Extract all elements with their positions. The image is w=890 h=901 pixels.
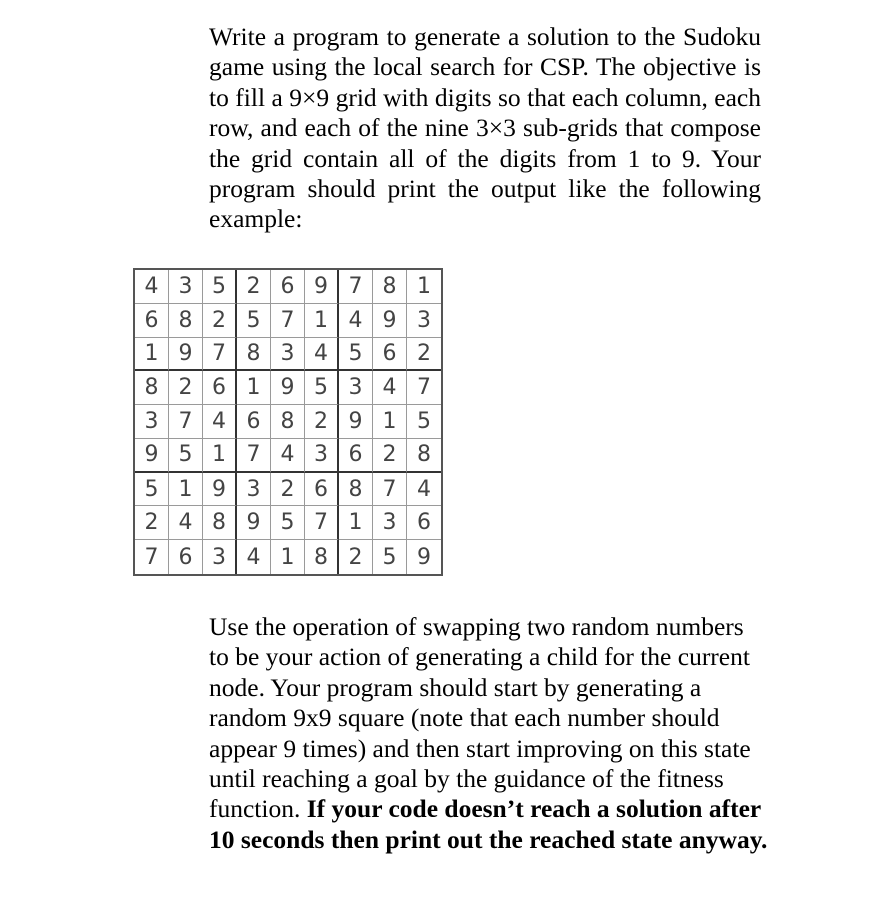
sudoku-cell: 8	[407, 439, 441, 473]
sudoku-cell: 9	[169, 338, 203, 372]
sudoku-cell: 2	[407, 338, 441, 372]
sudoku-cell: 4	[169, 506, 203, 540]
sudoku-cell: 6	[339, 439, 373, 473]
sudoku-cell: 4	[373, 371, 407, 405]
sudoku-cell: 7	[135, 540, 169, 574]
sudoku-cell: 5	[407, 405, 441, 439]
sudoku-cell: 7	[271, 304, 305, 338]
sudoku-cell: 8	[305, 540, 339, 574]
sudoku-cell: 3	[203, 540, 237, 574]
sudoku-cell: 5	[373, 540, 407, 574]
sudoku-cell: 5	[237, 304, 271, 338]
sudoku-cell: 7	[237, 439, 271, 473]
sudoku-cell: 9	[339, 405, 373, 439]
sudoku-cell: 3	[135, 405, 169, 439]
sudoku-cell: 5	[135, 473, 169, 507]
instructions-paragraph	[209, 612, 769, 855]
sudoku-cell: 1	[339, 506, 373, 540]
sudoku-cell: 7	[339, 270, 373, 304]
sudoku-cell: 6	[305, 473, 339, 507]
problem-statement: Write a program to generate a solution to the Sudoku game using the local search for CSP. The objective is to fill a 9×9 grid with digits so that each column, each row, and each of the nine 3×3 sub-grids that compose the grid contain all of the digits from 1 to 9. Your program should print the output like the following example:	[209, 22, 761, 234]
sudoku-cell: 6	[203, 371, 237, 405]
sudoku-cell: 1	[271, 540, 305, 574]
sudoku-cell: 2	[203, 304, 237, 338]
sudoku-cell: 1	[203, 439, 237, 473]
sudoku-cell: 2	[373, 439, 407, 473]
sudoku-cell: 7	[203, 338, 237, 372]
sudoku-example-grid	[133, 268, 443, 576]
sudoku-cell: 6	[169, 540, 203, 574]
sudoku-cell: 4	[305, 338, 339, 372]
sudoku-cell: 1	[237, 371, 271, 405]
sudoku-cell: 9	[271, 371, 305, 405]
sudoku-cell: 6	[135, 304, 169, 338]
sudoku-cell: 3	[237, 473, 271, 507]
sudoku-cell: 6	[271, 270, 305, 304]
sudoku-cell: 5	[305, 371, 339, 405]
sudoku-cell: 1	[305, 304, 339, 338]
sudoku-cell: 8	[169, 304, 203, 338]
sudoku-cell: 1	[135, 338, 169, 372]
sudoku-cell: 4	[339, 304, 373, 338]
sudoku-cell: 8	[271, 405, 305, 439]
sudoku-cell: 1	[407, 270, 441, 304]
sudoku-cell: 1	[169, 473, 203, 507]
instructions-bold-note: If your code doesn’t reach a solution after 10 seconds then print out the reached state anyway.	[209, 794, 768, 854]
sudoku-cell: 9	[417, 544, 431, 570]
sudoku-cell: 8	[237, 338, 271, 372]
sudoku-cell: 5	[169, 439, 203, 473]
sudoku-cell: 7	[407, 371, 441, 405]
sudoku-cell: 3	[407, 304, 441, 338]
sudoku-cell: 3	[339, 371, 373, 405]
sudoku-cell: 3	[271, 338, 305, 372]
sudoku-cell: 8	[203, 506, 237, 540]
sudoku-cell: 1	[373, 405, 407, 439]
sudoku-cell: 8	[339, 473, 373, 507]
sudoku-cell: 7	[169, 405, 203, 439]
sudoku-cell: 5	[339, 338, 373, 372]
sudoku-cell: 5	[271, 506, 305, 540]
sudoku-cell: 8	[373, 270, 407, 304]
sudoku-cell: 9	[305, 270, 339, 304]
sudoku-cell: 2	[305, 405, 339, 439]
sudoku-cell: 7	[305, 506, 339, 540]
sudoku-cell: 4	[203, 405, 237, 439]
sudoku-cell: 4	[135, 270, 169, 304]
sudoku-cell: 2	[169, 371, 203, 405]
sudoku-cell: 2	[237, 270, 271, 304]
sudoku-cell: 5	[203, 270, 237, 304]
sudoku-cell: 3	[373, 506, 407, 540]
sudoku-cell: 2	[135, 506, 169, 540]
sudoku-cell: 9	[203, 473, 237, 507]
sudoku-cell: 6	[237, 405, 271, 439]
sudoku-cell: 9	[373, 304, 407, 338]
sudoku-cell: 4	[271, 439, 305, 473]
sudoku-cell: 4	[407, 473, 441, 507]
sudoku-cell: 3	[169, 270, 203, 304]
sudoku-cell: 2	[271, 473, 305, 507]
sudoku-cell: 7	[373, 473, 407, 507]
sudoku-cell: 6	[407, 506, 441, 540]
instructions-text: Use the operation of swapping two random numbers to be your action of generating a child for the current node. Your program should start by generating a random 9x9 square (note that each number should appear 9 times) and then start improving on this state until reaching a goal by the guidance of the fitness function.	[209, 612, 751, 824]
sudoku-cell: 3	[305, 439, 339, 473]
sudoku-cell: 2	[339, 540, 373, 574]
sudoku-cell: 4	[237, 540, 271, 574]
sudoku-cell: 6	[373, 338, 407, 372]
sudoku-cell: 8	[135, 371, 169, 405]
sudoku-cell: 9	[135, 439, 169, 473]
sudoku-cell: 9	[237, 506, 271, 540]
